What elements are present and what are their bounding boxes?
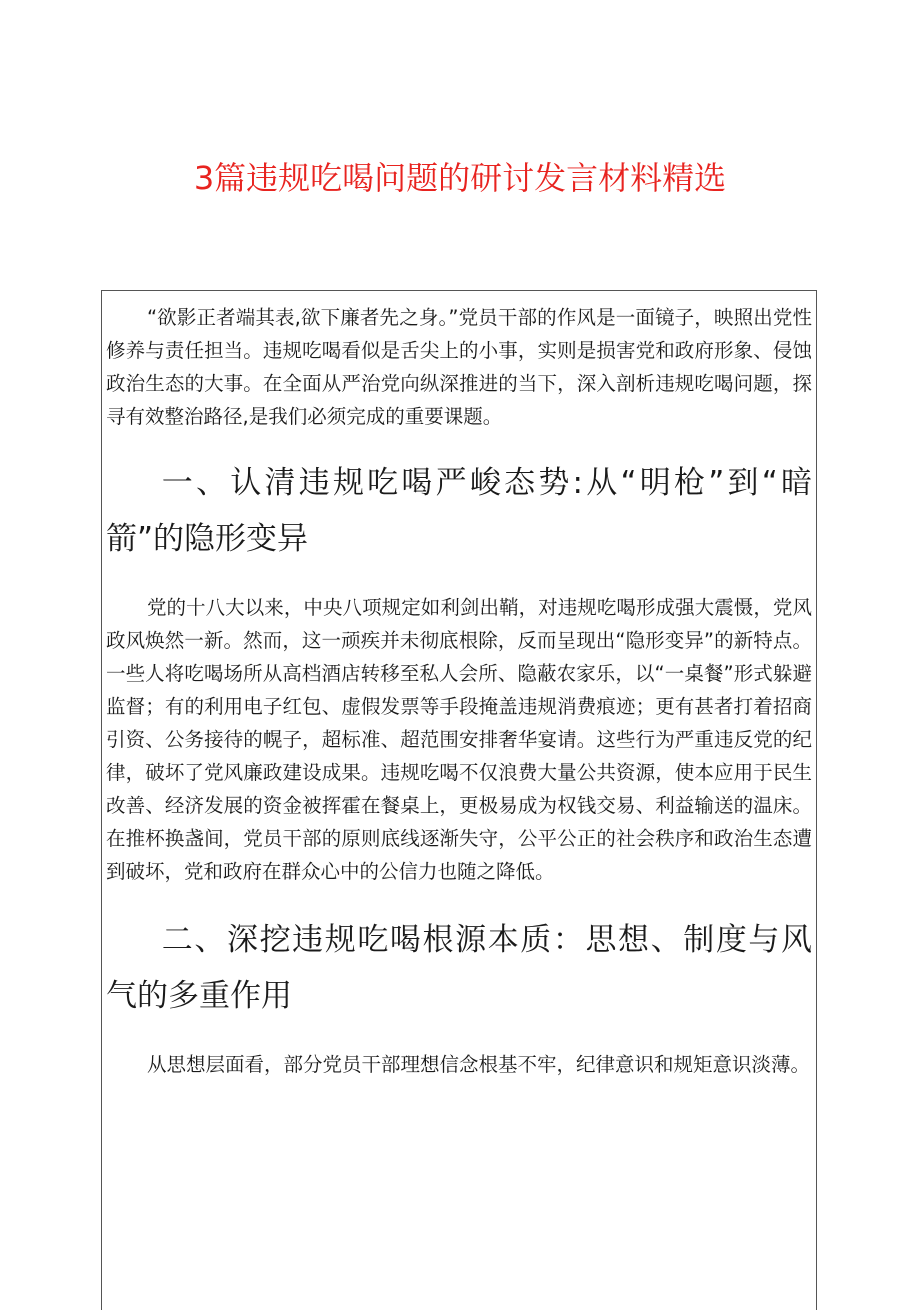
section-2-heading: 二、深挖违规吃喝根源本质：思想、制度与风气的多重作用 [106, 922, 812, 1014]
intro-paragraph: “欲影正者端其表,欲下廉者先之身。”党员干部的作风是一面镜子，映照出党性修养与责任担当。违规吃喝看似是舌尖上的小事，实则是损害党和政府形象、侵蚀政治生态的大事。在全面从严治党向纵深推进的当下，深入剖析违规吃喝问题，探寻有效整治路径,是我们必须完成的重要课题。 [106, 306, 812, 428]
section-2-paragraph: 从思想层面看，部分党员干部理想信念根基不牢，纪律意识和规矩意识淡薄。 [146, 1053, 810, 1076]
document-title: 3篇违规吃喝问题的研讨发言材料精选 [193, 159, 727, 197]
section-1-paragraph: 党的十八大以来，中央八项规定如利剑出鞘，对违规吃喝形成强大震慑，党风政风焕然一新。然而，这一顽疾并未彻底根除，反而呈现出“隐形变异”的新特点。一些人将吃喝场所从高档酒店转移至私人会所、隐蔽农家乐，以“一桌餐”形式躲避监督；有的利用电子红包、虚假发票等手段掩盖违规消费痕迹；更有甚者打着招商引资、公务接待的幌子，超标准、超范围安排奢华宴请。这些行为严重违反党的纪律，破坏了党风廉政建设成果。违规吃喝不仅浪费大量公共资源，使本应用于民生改善、经济发展的资金被挥霍在餐桌上，更极易成为权钱交易、利益输送的温床。在推杯换盏间，党员干部的原则底线逐渐失守，公平公正的社会秩序和政治生态遭到破坏，党和政府在群众心中的公信力也随之降低。 [106, 596, 812, 883]
content-frame [101, 290, 817, 1310]
section-1-heading: 一、认清违规吃喝严峻态势:从“明枪”到“暗箭”的隐形变异 [106, 465, 812, 557]
